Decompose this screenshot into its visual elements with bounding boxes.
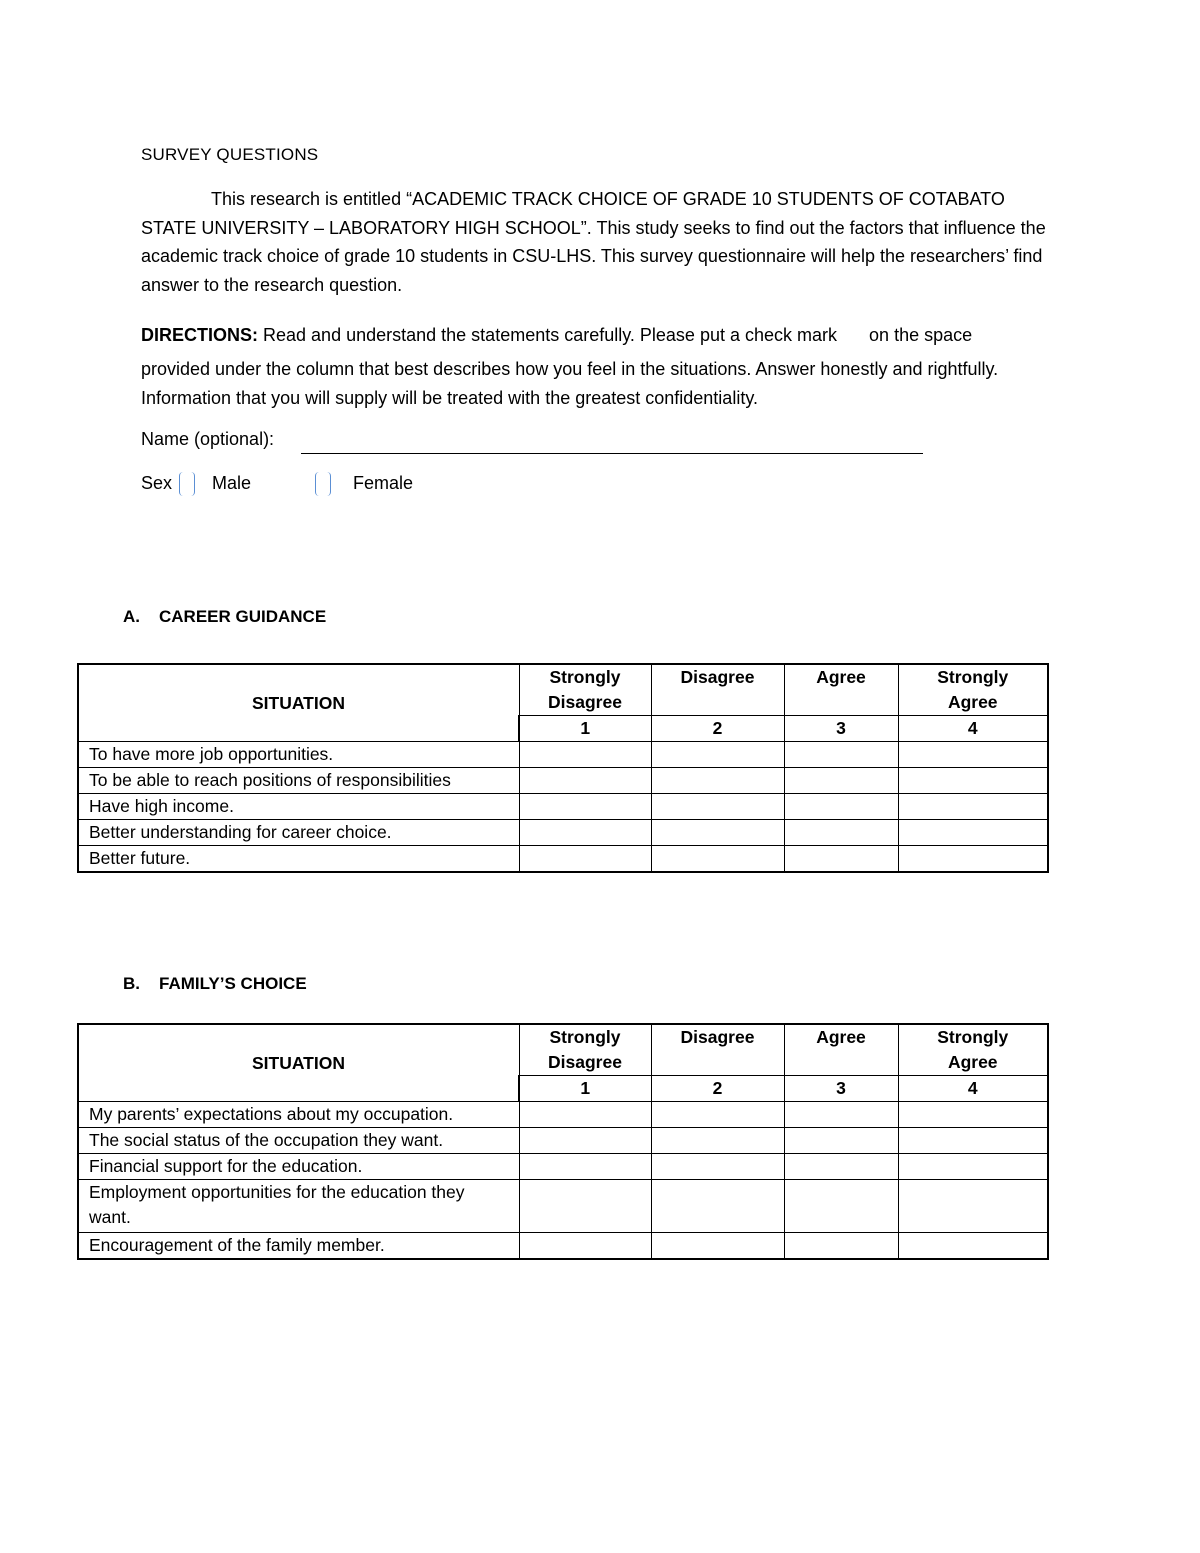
rating-cell-3[interactable] [784,846,898,873]
situation-item: My parents’ expectations about my occupation. [78,1102,519,1128]
table-row [78,1102,1048,1128]
table-row [78,768,1048,794]
rating-cell-3[interactable] [784,1128,898,1154]
situation-header: SITUATION [78,664,519,742]
table-header-row [78,664,1048,716]
scale-header-1: Strongly Disagree [519,1024,651,1076]
situation-item: To have more job opportunities. [78,742,519,768]
intro-text: This research is entitled “ACADEMIC TRACK CHOICE OF GRADE 10 STUDENTS OF COTABATO STATE UNIVERSITY – LABORATORY HIGH SCHOOL”. This study seeks to find out the factors that influence the academic track choice of grade 10 students in CSU-LHS. This survey questionnaire will help the researchers’ find answer to the research question. [141,189,1046,295]
rating-cell-2[interactable] [651,1128,784,1154]
directions-paragraph [141,316,1061,355]
rating-cell-2[interactable] [651,1233,784,1260]
directions-text-1: Read and understand the statements carefully. Please put a check mark [263,325,838,345]
rating-cell-1[interactable] [519,846,651,873]
section-a-heading [123,607,326,627]
directions-continued [141,355,1061,412]
intro-paragraph [141,185,1061,299]
scale-value-3: 3 [784,1076,898,1102]
situation-item: To be able to reach positions of responsibilities [78,768,519,794]
rating-cell-1[interactable] [519,768,651,794]
rating-cell-1[interactable] [519,1154,651,1180]
rating-cell-2[interactable] [651,1154,784,1180]
section-b-letter: B. [123,974,140,993]
female-label: Female [353,473,414,493]
table-row [78,1233,1048,1260]
situation-item: Employment opportunities for the education they want. [78,1180,519,1233]
rating-cell-4[interactable] [898,794,1048,820]
scale-value-4: 4 [898,1076,1048,1102]
rating-cell-1[interactable] [519,820,651,846]
scale-value-3: 3 [784,716,898,742]
rating-cell-4[interactable] [898,1233,1048,1260]
rating-cell-3[interactable] [784,794,898,820]
family-choice-table [77,1023,1049,1260]
rating-cell-4[interactable] [898,1154,1048,1180]
table-row [78,794,1048,820]
rating-cell-2[interactable] [651,794,784,820]
rating-cell-4[interactable] [898,742,1048,768]
rating-cell-1[interactable] [519,794,651,820]
female-checkbox[interactable] [315,472,331,496]
rating-cell-2[interactable] [651,820,784,846]
rating-cell-2[interactable] [651,768,784,794]
table-row [78,1154,1048,1180]
situation-header: SITUATION [78,1024,519,1102]
name-input-line[interactable] [301,453,923,454]
table-row [78,742,1048,768]
situation-item: Encouragement of the family member. [78,1233,519,1260]
male-label: Male [212,473,252,493]
section-b-heading [123,974,307,994]
table-header-row [78,1024,1048,1076]
situation-item: The social status of the occupation they want. [78,1128,519,1154]
rating-cell-3[interactable] [784,742,898,768]
scale-value-2: 2 [651,716,784,742]
rating-cell-3[interactable] [784,1233,898,1260]
rating-cell-1[interactable] [519,1102,651,1128]
career-guidance-table [77,663,1049,873]
rating-cell-4[interactable] [898,1180,1048,1233]
table-row [78,846,1048,873]
rating-cell-2[interactable] [651,1102,784,1128]
rating-cell-1[interactable] [519,1233,651,1260]
rating-cell-4[interactable] [898,1128,1048,1154]
rating-cell-4[interactable] [898,846,1048,873]
scale-value-1: 1 [519,716,651,742]
section-a-title: CAREER GUIDANCE [159,607,327,626]
scale-header-4: Strongly Agree [898,1024,1048,1076]
section-a-letter: A. [123,607,140,626]
section-b-title: FAMILY’S CHOICE [159,974,307,993]
scale-header-3: Agree [784,664,898,716]
rating-cell-3[interactable] [784,1180,898,1233]
rating-cell-2[interactable] [651,1180,784,1233]
page-title: SURVEY QUESTIONS [141,145,319,164]
scale-header-3: Agree [784,1024,898,1076]
rating-cell-4[interactable] [898,1102,1048,1128]
rating-cell-2[interactable] [651,742,784,768]
rating-cell-3[interactable] [784,1154,898,1180]
rating-cell-3[interactable] [784,820,898,846]
directions-label: DIRECTIONS: [141,325,258,345]
rating-cell-1[interactable] [519,1180,651,1233]
situation-item: Financial support for the education. [78,1154,519,1180]
name-label: Name (optional): [141,429,275,449]
rating-cell-4[interactable] [898,768,1048,794]
rating-cell-1[interactable] [519,1128,651,1154]
rating-cell-2[interactable] [651,846,784,873]
table-row [78,820,1048,846]
table-row [78,1180,1048,1233]
rating-cell-3[interactable] [784,1102,898,1128]
situation-item: Better understanding for career choice. [78,820,519,846]
sex-label: Sex [141,473,173,493]
scale-header-2: Disagree [651,664,784,716]
male-checkbox[interactable] [179,472,195,496]
scale-header-2: Disagree [651,1024,784,1076]
table-row [78,1128,1048,1154]
scale-value-4: 4 [898,716,1048,742]
rating-cell-1[interactable] [519,742,651,768]
scale-header-1: Strongly Disagree [519,664,651,716]
rating-cell-4[interactable] [898,820,1048,846]
rating-cell-3[interactable] [784,768,898,794]
directions-text-2: provided under the column that best describes how you feel in the situations. Answer honestly and rightfully. Information that you will supply will be treated with the greatest confidentiality. [141,359,999,408]
scale-header-4: Strongly Agree [898,664,1048,716]
directions-text-1-end: on the space [869,325,973,345]
scale-value-2: 2 [651,1076,784,1102]
situation-item: Better future. [78,846,519,873]
situation-item: Have high income. [78,794,519,820]
scale-value-1: 1 [519,1076,651,1102]
